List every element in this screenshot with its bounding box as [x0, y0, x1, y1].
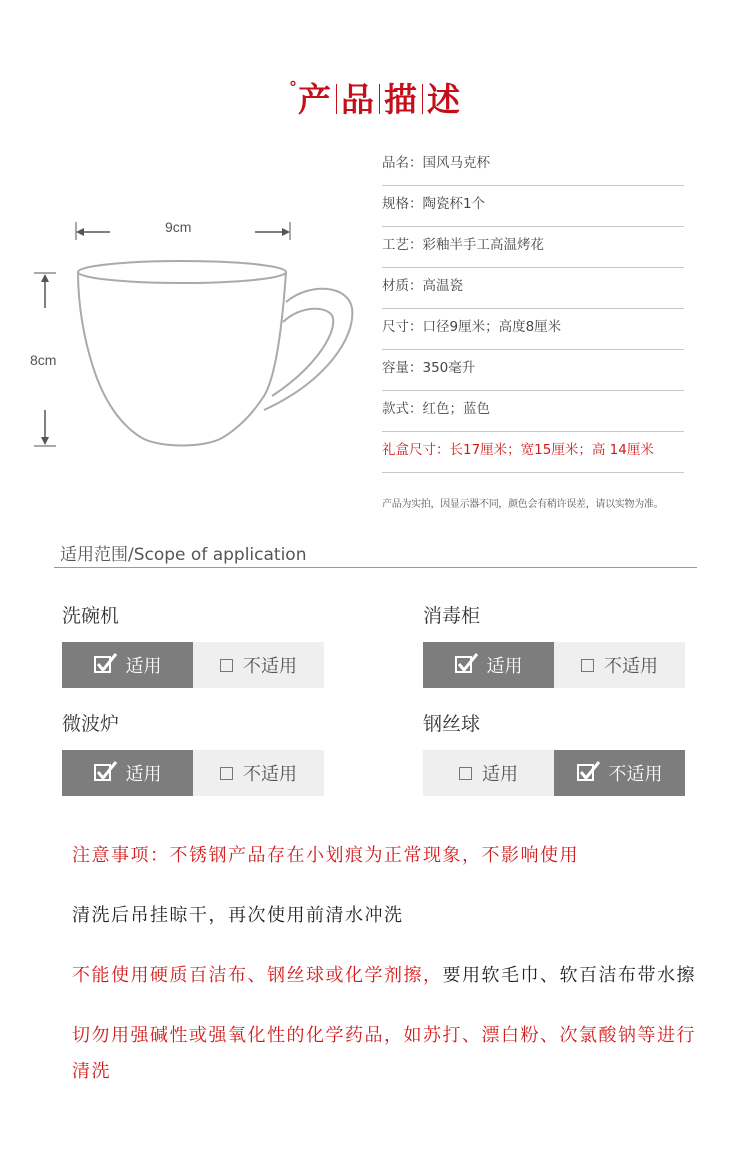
unchecked-box-icon [220, 659, 233, 672]
height-label: 8cm [30, 352, 57, 368]
option-label: 不适用 [243, 764, 297, 785]
option-label: 不适用 [243, 656, 297, 677]
option-label: 适用 [482, 764, 518, 785]
option-label: 不适用 [608, 764, 663, 785]
scope-options [62, 750, 324, 796]
option-suitable [62, 642, 193, 688]
mug-body [78, 272, 286, 446]
unchecked-box-icon [459, 767, 472, 780]
spec-row: 工艺：彩釉半手工高温烤花 [382, 227, 684, 268]
unchecked-box-icon [220, 767, 233, 780]
checked-box-icon [577, 760, 601, 787]
title-char-1: 产 [298, 80, 332, 119]
scope-group-label: 消毒柜 [423, 605, 481, 627]
spec-row: 品名：国风马克杯 [382, 145, 684, 186]
note-cleaning-tools-advice: 要用软毛巾、软百洁布带水擦 [442, 965, 696, 986]
checked-box-icon [455, 652, 479, 679]
scope-group-sterilizer [423, 602, 685, 688]
unchecked-box-icon [581, 659, 594, 672]
option-not-suitable [554, 642, 685, 688]
scope-options [62, 642, 324, 688]
spec-row: 规格：陶瓷杯1个 [382, 186, 684, 227]
scope-options [423, 750, 685, 796]
page-title [0, 74, 750, 121]
option-suitable [423, 750, 554, 796]
care-notes [72, 838, 712, 1114]
spec-table [382, 145, 684, 510]
title-separator [422, 84, 423, 114]
width-arrowhead-right [282, 228, 290, 236]
option-label: 不适用 [604, 656, 658, 677]
scope-group-label: 洗碗机 [62, 605, 120, 627]
spec-row: 尺寸：口径9厘米；高度8厘米 [382, 309, 684, 350]
mug-diagram [20, 210, 370, 460]
scope-group-label: 微波炉 [62, 713, 120, 735]
width-arrowhead-left [76, 228, 84, 236]
option-label: 适用 [125, 764, 162, 785]
scope-options [423, 642, 685, 688]
scope-group-microwave [62, 710, 324, 796]
option-suitable [62, 750, 193, 796]
scope-group-label: 钢丝球 [423, 713, 481, 735]
note-scratches: 注意事项：不锈钢产品存在小划痕为正常现象，不影响使用 [72, 845, 579, 866]
title-separator [336, 84, 337, 114]
mug-rim [78, 261, 286, 283]
spec-disclaimer: 产品为实拍，因显示器不同，颜色会有稍许误差，请以实物为准。 [382, 499, 664, 510]
note-cleaning-tools [72, 958, 712, 994]
spec-row: 款式：红色；蓝色 [382, 391, 684, 432]
option-not-suitable [193, 642, 324, 688]
scope-group-dishwasher [62, 602, 324, 688]
scope-title: 适用范围/Scope of application [60, 545, 307, 565]
title-degree-mark: ° [289, 78, 298, 97]
spec-row: 礼盒尺寸：长17厘米；宽15厘米；高 14厘米 [382, 432, 684, 473]
spec-row: 容量：350毫升 [382, 350, 684, 391]
option-label: 适用 [486, 656, 523, 677]
option-not-suitable [554, 750, 685, 796]
spec-row: 材质：高温瓷 [382, 268, 684, 309]
scope-divider [54, 567, 697, 568]
option-not-suitable [193, 750, 324, 796]
scope-group-steel-wool [423, 710, 685, 796]
note-drying: 清洗后吊挂晾干，再次使用前清水冲洗 [72, 905, 404, 926]
width-label: 9cm [165, 219, 192, 235]
note-chemicals: 切勿用强碱性或强氧化性的化学药品，如苏打、漂白粉、次氯酸钠等进行清洗 [72, 1025, 696, 1082]
note-cleaning-tools-warning: 不能使用硬质百洁布、钢丝球或化学剂擦， [72, 965, 443, 986]
title-char-3: 描 [384, 80, 418, 119]
title-char-4: 述 [427, 80, 461, 119]
height-arrowhead-bottom [41, 437, 49, 445]
option-suitable [423, 642, 554, 688]
title-char-2: 品 [341, 80, 375, 119]
title-separator [379, 84, 380, 114]
checked-box-icon [94, 760, 118, 787]
option-label: 适用 [125, 656, 162, 677]
checked-box-icon [94, 652, 118, 679]
